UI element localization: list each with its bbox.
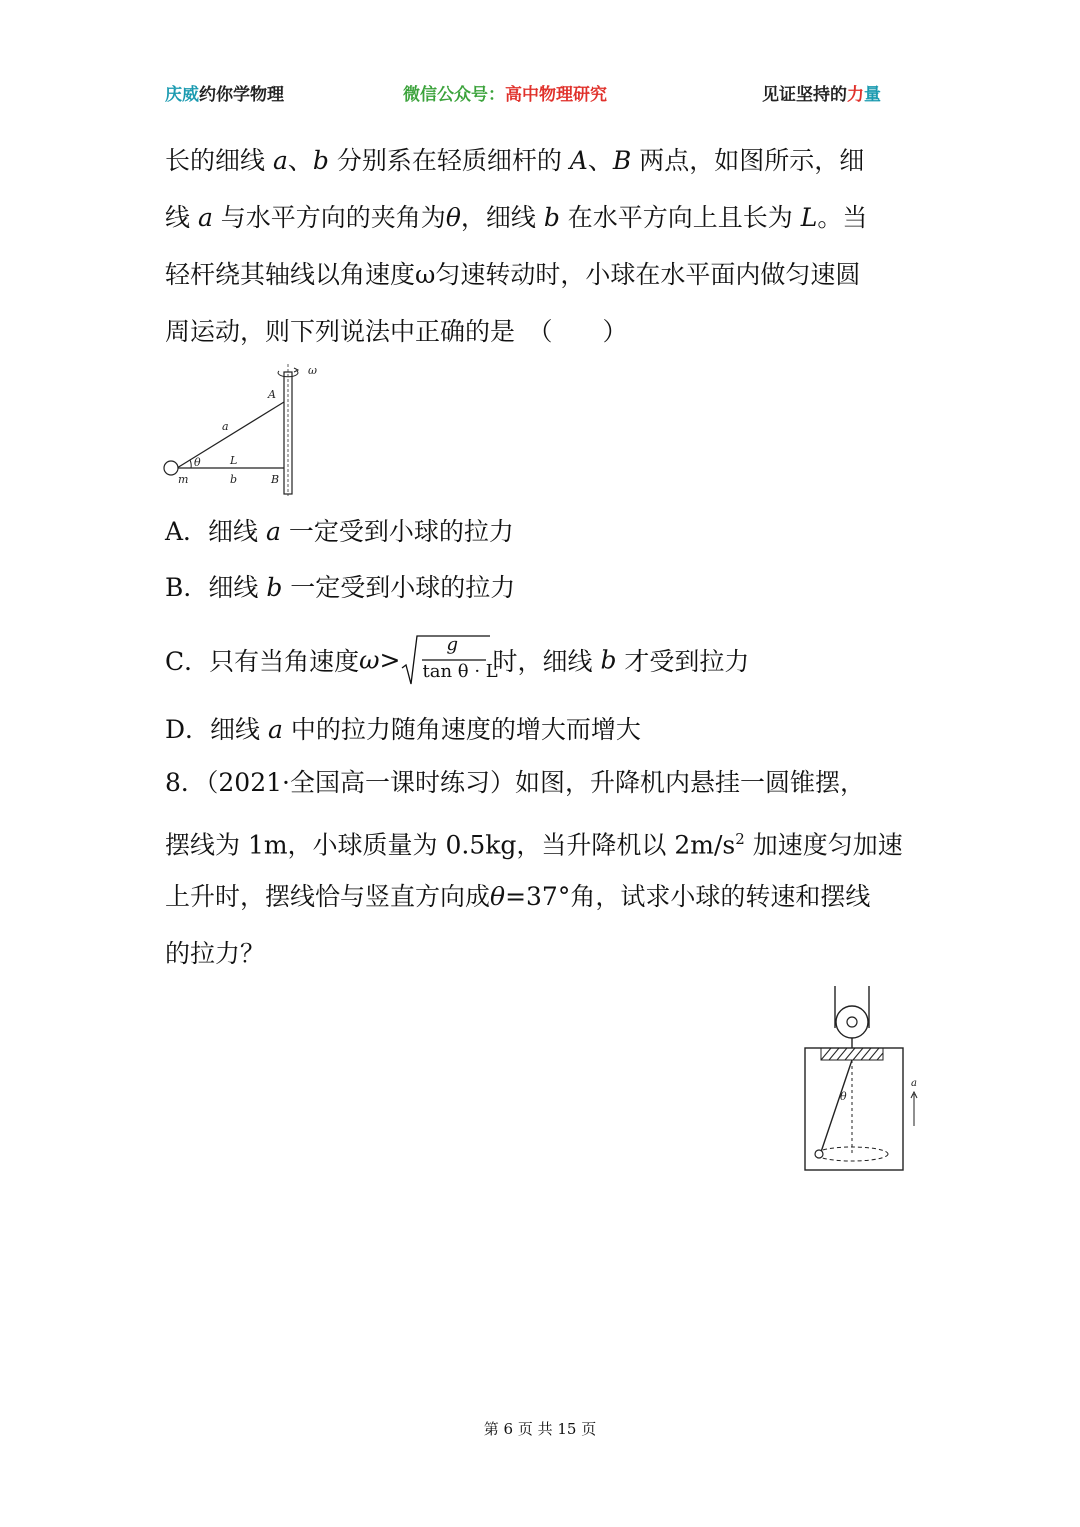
fig1-line-b-label: b	[230, 473, 238, 486]
q7-line-3: 轻杆绕其轴线以角速度ω匀速转动时，小球在水平面内做匀速圆	[165, 260, 861, 289]
q8-line-1: 8．（2021·全国高一课时练习）如图，升降机内悬挂一圆锥摆，	[165, 768, 865, 797]
fig1-mass-label: m	[178, 473, 189, 486]
option-b: B．细线 b 一定受到小球的拉力	[165, 573, 516, 602]
q7-line-2: 线 a 与水平方向的夹角为θ，细线 b 在水平方向上且长为 L。当	[165, 203, 868, 232]
question-7-stem	[165, 132, 925, 360]
q8-line-3: 上升时，摆线恰与竖直方向成θ=37°角，试求小球的转速和摆线	[165, 882, 871, 911]
header-left: 庆威约你学物理	[165, 85, 284, 105]
formula-denominator: tan θ · L	[422, 661, 498, 682]
fig1-point-A-label: A	[268, 388, 276, 401]
header-right: 见证坚持的力量	[762, 85, 881, 105]
option-d: D．细线 a 中的拉力随角速度的增大而增大	[165, 715, 641, 744]
q7-line-1: 长的细线 a、b 分别系在轻质细杆的 A、B 两点，如图所示，细	[165, 146, 865, 175]
fig1-theta-label: θ	[194, 456, 201, 469]
elevator-cone-pendulum-figure	[795, 982, 935, 1178]
fig1-omega-label: ω	[308, 364, 317, 377]
page-header	[0, 80, 1080, 104]
page-footer: 第 6 页 共 15 页	[483, 1420, 597, 1438]
fig2-acceleration-label: a	[911, 1078, 917, 1089]
fig1-point-B-label: B	[271, 473, 280, 486]
option-c: C．只有当角速度ω> g tan θ · L 时，细线 b 才受到拉力	[165, 632, 749, 688]
sqrt-formula	[400, 632, 498, 688]
q8-line-2: 摆线为 1m，小球质量为 0.5kg，当升降机以 $2m/s^2$ 加速度匀加速	[165, 830, 903, 860]
header-center: 微信公众号：高中物理研究	[403, 85, 607, 105]
fig1-L-label: L	[230, 454, 238, 467]
q8-line-4: 的拉力？	[165, 939, 266, 968]
rod-pendulum-figure	[158, 360, 328, 500]
fig2-theta-label: θ	[840, 1090, 847, 1103]
fig1-line-a-label: a	[222, 420, 229, 433]
option-a: A．细线 a 一定受到小球的拉力	[165, 517, 514, 546]
formula-numerator: g	[446, 634, 459, 655]
q7-line-4: 周运动，则下列说法中正确的是 （ ）	[165, 317, 628, 346]
question-8-stem	[165, 754, 925, 982]
